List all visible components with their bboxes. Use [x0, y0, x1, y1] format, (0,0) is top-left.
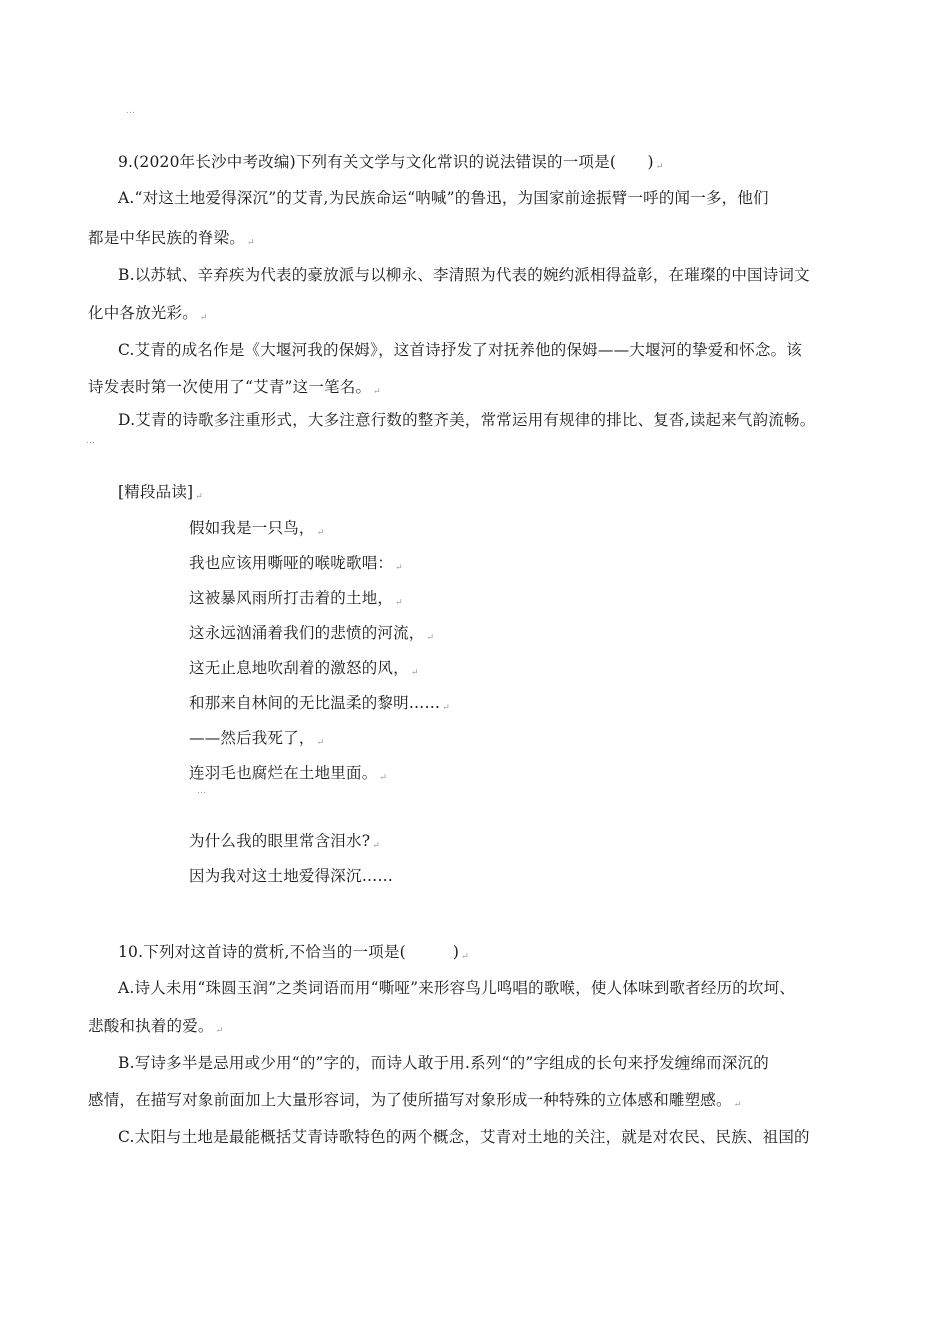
question-9-option-b-line1: B.以苏轼、辛弃疾为代表的豪放派与以柳永、李清照为代表的婉约派相得益彰，在璀璨的中国诗词文 [118, 266, 810, 284]
stray-mark: … [86, 436, 95, 446]
poem-line: 因为我对这土地爱得深沉…… [189, 867, 394, 885]
question-10-option-a-line1: A.诗人未用“珠圆玉润”之类词语而用“嘶哑”来形容鸟儿鸣唱的歌喉，使人体味到歌者经历的坎坷、 [118, 979, 796, 997]
poem-line: 假如我是一只鸟， ↵ [189, 519, 325, 538]
question-9-option-a-line1: A.“对这土地爱得深沉”的艾青,为民族命运“呐喊”的鲁迅，为国家前途振臂一呼的闻一多，他们 [118, 189, 769, 207]
question-9-option-c-line2: 诗发表时第一次使用了“艾青”这一笔名。 ↵ [88, 378, 381, 397]
section-label: [精段品读] ↵ [118, 483, 204, 502]
poem-line: 为什么我的眼里常含泪水? ↵ [189, 832, 380, 851]
question-9-option-a-line2: 都是中华民族的脊梁。 ↵ [88, 229, 255, 248]
stray-mark: … [126, 106, 135, 116]
poem-line: 这被暴风雨所打击着的土地， ↵ [189, 589, 403, 608]
poem-line: 这无止息地吹刮着的激怒的风， ↵ [189, 659, 419, 678]
question-10-option-a-line2: 悲酸和执着的爱。 ↵ [88, 1017, 224, 1036]
question-9-option-d: D.艾青的诗歌多注重形式，大多注意行数的整齐美，常常运用有规律的排比、复沓,读起来气韵流畅。 [118, 411, 816, 429]
question-9-stem: 9.(2020年长沙中考改编)下列有关文学与文化常识的说法错误的一项是( ) ↵ [118, 153, 664, 172]
poem-line: ——然后我死了， ↵ [189, 729, 325, 748]
poem-line: 这永远汹涌着我们的悲愤的河流， ↵ [189, 624, 435, 643]
question-10-option-b-line2: 感情，在描写对象前面加上大量形容词，为了使所描写对象形成一种特殊的立体感和雕塑感。 ↵ [88, 1091, 742, 1110]
question-10-option-c-line1: C.太阳与土地是最能概括艾青诗歌特色的两个概念，艾青对土地的关注，就是对农民、民族、祖国的 [118, 1128, 810, 1146]
question-10-option-b-line1: B.写诗多半是忌用或少用“的”字的，而诗人敢于用.系列“的”字组成的长句来抒发缠绵而深沉的 [118, 1054, 769, 1072]
stray-mark: … [197, 786, 206, 796]
poem-line: 连羽毛也腐烂在土地里面。 ↵ [189, 764, 388, 783]
poem-line: 和那来自林间的无比温柔的黎明…… ↵ [189, 694, 450, 713]
question-9-option-b-line2: 化中各放光彩。 ↵ [88, 304, 208, 323]
poem-line: 我也应该用嘶哑的喉咙歌唱： ↵ [189, 554, 403, 573]
question-9-option-c-line1: C.艾青的成名作是《大堰河我的保姆》，这首诗抒发了对抚养他的保姆——大堰河的挚爱和怀念。该 [118, 341, 802, 359]
question-10-stem: 10.下列对这首诗的赏析,不恰当的一项是( ) ↵ [118, 943, 469, 962]
